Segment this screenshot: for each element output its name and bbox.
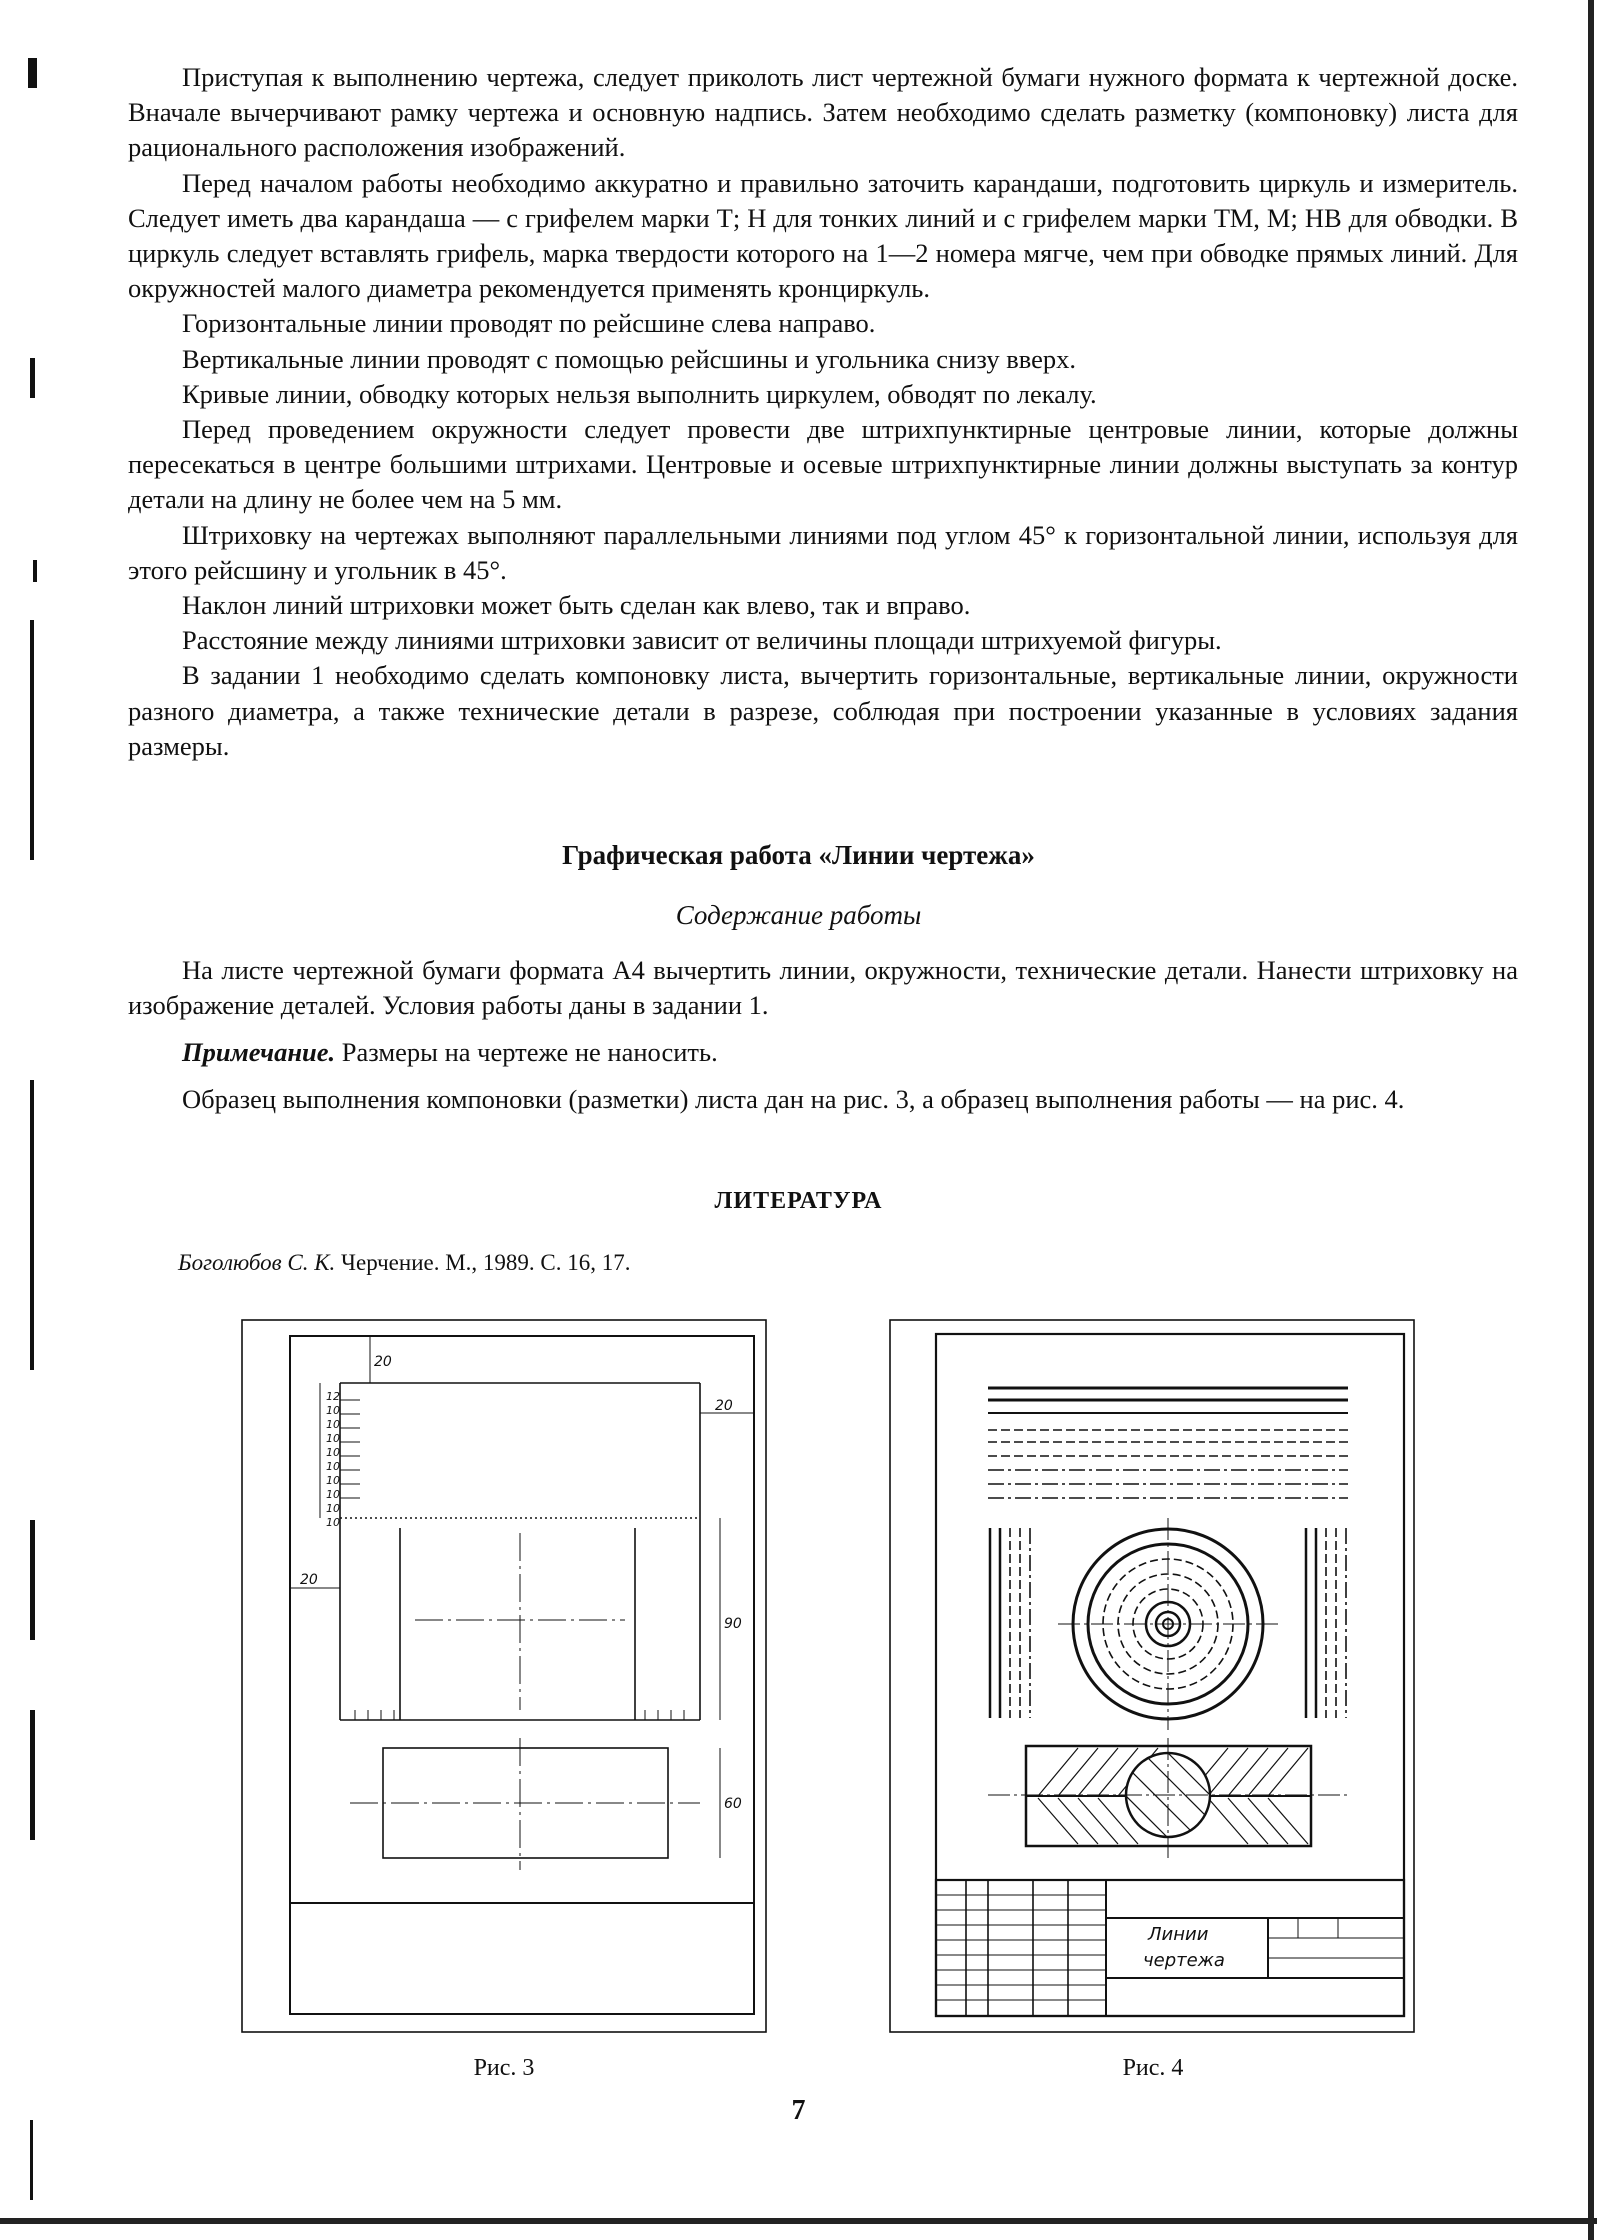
fig3-dim-stack: 12 bbox=[326, 1390, 340, 1403]
fig3-dim-stack: 10 bbox=[326, 1516, 340, 1529]
fig3-dim-stack: 10 bbox=[326, 1460, 340, 1473]
fig3-dim-left: 20 bbox=[300, 1572, 318, 1588]
literature-author: Боголюбов С. К. bbox=[178, 1250, 336, 1275]
literature-citation: Черчение. М., 1989. С. 16, 17. bbox=[335, 1250, 631, 1275]
figure-3-caption: Рис. 3 bbox=[473, 2055, 535, 2081]
fig3-dim-stack: 10 bbox=[326, 1432, 340, 1445]
task-text: На листе чертежной бумаги формата А4 вычертить линии, окружности, технические детали. Нанести штриховку на изображение деталей. Условия работы даны в задании 1. bbox=[128, 955, 1518, 1020]
paragraph: Приступая к выполнению чертежа, следует приколоть лист чертежной бумаги нужного формата к чертежной доске. Вначале вычерчивают рамку чертежа и основную надпись. Затем необходимо сделать разметку (компоновку) листа для рационального расположения изображений. bbox=[128, 62, 1518, 163]
scan-mark bbox=[30, 620, 34, 860]
fig3-dim-stack: 10 bbox=[326, 1488, 340, 1501]
literature-title: ЛИТЕРАТУРА bbox=[714, 1188, 883, 1214]
scan-mark bbox=[33, 560, 37, 582]
note bbox=[128, 1035, 1518, 1070]
figure-4-caption: Рис. 4 bbox=[1122, 2055, 1184, 2081]
scan-mark bbox=[30, 2120, 33, 2200]
scan-mark bbox=[30, 1710, 35, 1840]
task-block bbox=[128, 953, 1518, 1117]
fig3-inner-frame bbox=[290, 1336, 754, 2014]
section-title: Графическая работа «Линии чертежа» bbox=[562, 840, 1035, 870]
scan-mark bbox=[30, 1080, 34, 1370]
fig3-dim-stack: 10 bbox=[326, 1502, 340, 1515]
fig4-inner-frame bbox=[936, 1334, 1404, 2016]
fig3-dim-stack: 10 bbox=[326, 1404, 340, 1417]
body-text bbox=[128, 60, 1518, 764]
fig3-dim-top: 20 bbox=[374, 1354, 392, 1370]
page-edge-bottom bbox=[0, 2218, 1597, 2224]
paragraph: Расстояние между линиями штриховки зависит от величины площади штрихуемой фигуры. bbox=[182, 625, 1222, 656]
fig3-dim-stack: 10 bbox=[326, 1446, 340, 1459]
sample-text: Образец выполнения компоновки (разметки) листа дан на рис. 3, а образец выполнения работы — на рис. 4. bbox=[182, 1084, 1405, 1114]
page-edge-right bbox=[1588, 0, 1594, 2240]
figure-3-layout bbox=[240, 1318, 770, 2036]
paragraph: Наклон линий штриховки может быть сделан как влево, так и вправо. bbox=[182, 590, 971, 621]
paragraph: Горизонтальные линии проводят по рейсшине слева направо. bbox=[182, 308, 876, 339]
fig3-dim-stack: 10 bbox=[326, 1474, 340, 1487]
paragraph: Кривые линии, обводку которых нельзя выполнить циркулем, обводят по лекалу. bbox=[182, 378, 1097, 409]
paragraph: Перед проведением окружности следует провести две штрихпунктирные центровые линии, которые должны пересекаться в центре большими штрихами. Центровые и осевые штрихпунктирные линии должны выступать за контур детали на длину не более чем на 5 мм. bbox=[128, 414, 1518, 515]
note-label: Примечание. bbox=[182, 1037, 336, 1067]
fig4-title-line1: Линии bbox=[1148, 1924, 1209, 1945]
paragraph: Перед началом работы необходимо аккуратно и правильно заточить карандаши, подготовить циркуль и измеритель. Следует иметь два карандаша — с грифелем марки Т; H для тонких линий и с грифелем марки ТМ, М; HB для обводки. В циркуль следует вставлять грифель, марка твердости которого на 1—2 номера мягче, чем при обводке прямых линий. Для окружностей малого диаметра рекомендуется применять кронциркуль. bbox=[128, 167, 1518, 304]
paragraph: Вертикальные линии проводят с помощью рейсшины и угольника снизу вверх. bbox=[182, 343, 1076, 374]
figure-4-sample bbox=[888, 1318, 1418, 2036]
fig4-title-line2: чертежа bbox=[1143, 1950, 1225, 1971]
literature-reference bbox=[178, 1250, 631, 1276]
section-subtitle: Содержание работы bbox=[675, 900, 922, 930]
fig3-dim-90: 90 bbox=[724, 1616, 742, 1632]
scan-mark bbox=[28, 58, 37, 88]
fig3-outer-frame bbox=[242, 1320, 766, 2032]
fig3-dim-60: 60 bbox=[724, 1796, 742, 1812]
note-text: Размеры на чертеже не наносить. bbox=[335, 1037, 718, 1067]
scan-mark bbox=[30, 1520, 35, 1640]
page-number: 7 bbox=[791, 2095, 806, 2126]
fig3-dim-right: 20 bbox=[715, 1398, 733, 1414]
scan-mark bbox=[30, 358, 35, 398]
paragraph: Штриховку на чертежах выполняют параллельными линиями под углом 45° к горизонтальной линии, используя для этого рейсшину и угольник в 45°. bbox=[128, 519, 1518, 585]
fig3-dim-stack: 10 bbox=[326, 1418, 340, 1431]
paragraph: В задании 1 необходимо сделать компоновку листа, вычертить горизонтальные, вертикальные линии, окружности разного диаметра, а также технические детали в разрезе, соблюдая при построении указанные в условиях задания размеры. bbox=[128, 660, 1518, 761]
